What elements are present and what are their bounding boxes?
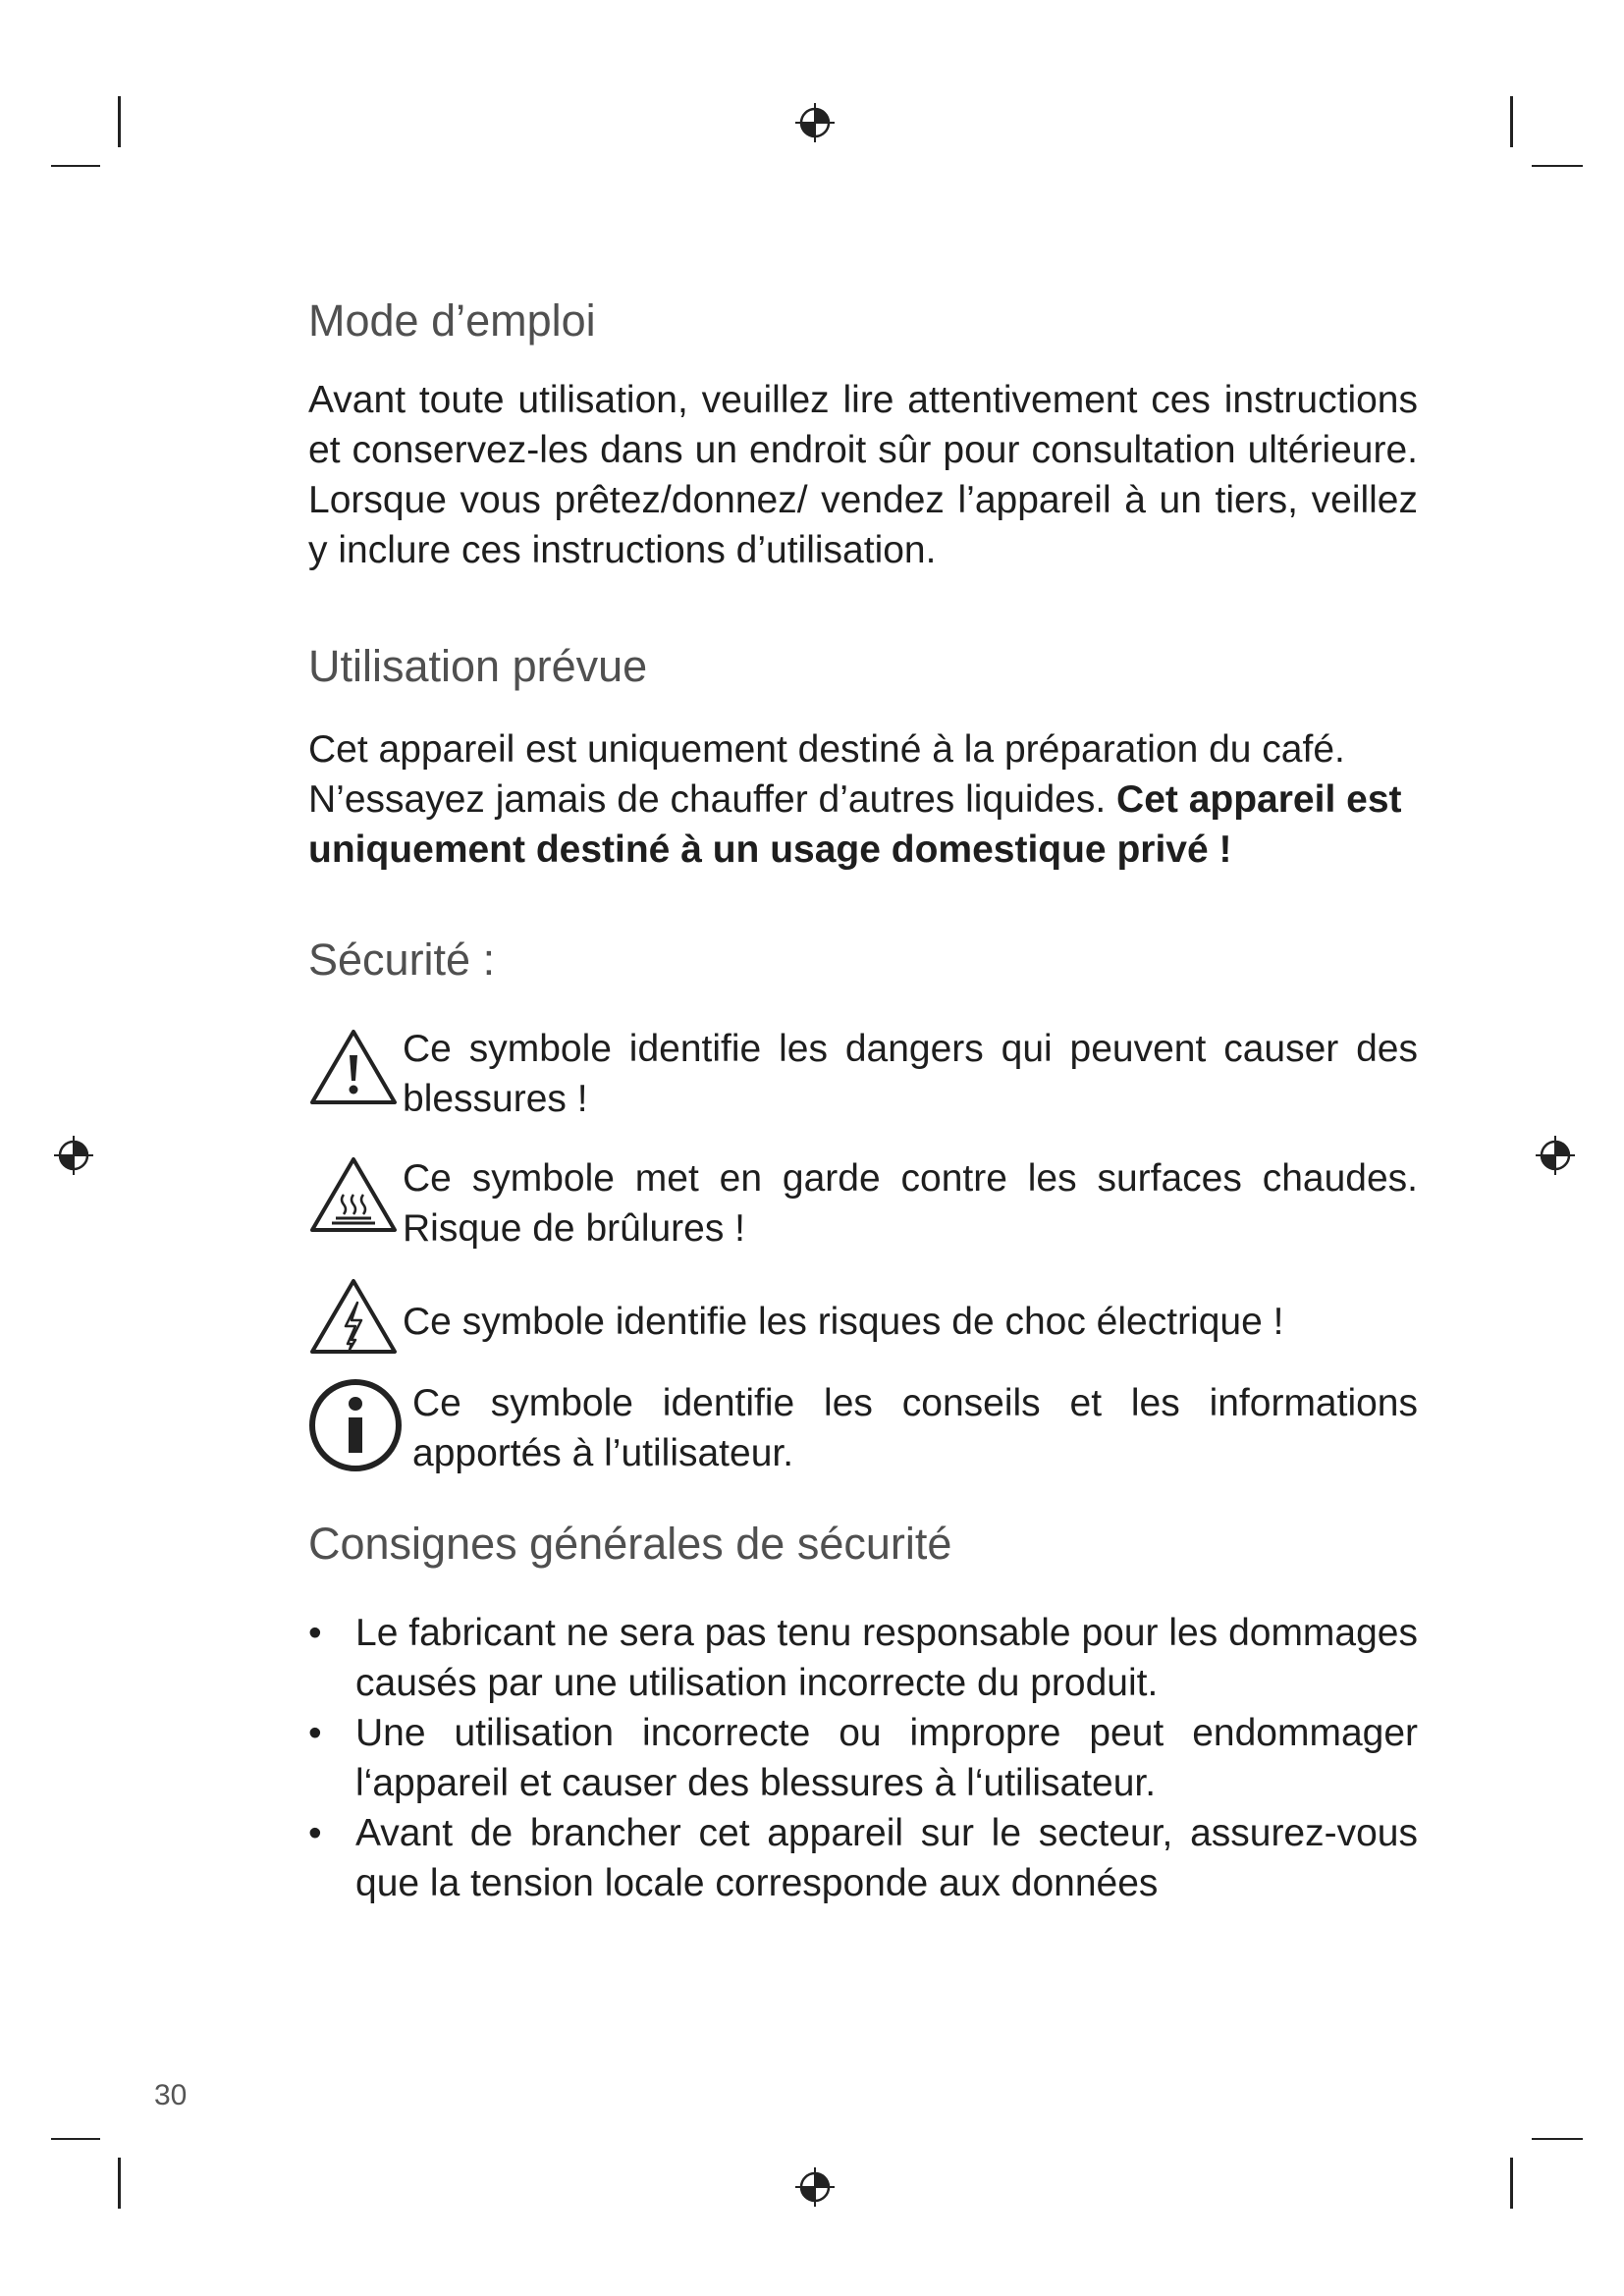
section-utilisation-prevue [308,640,1418,875]
list-item [308,1808,1418,1908]
registration-mark-icon [793,101,837,144]
symbol-description: Ce symbole identifie les dangers qui peuvent causer des blessures ! [403,1028,1418,1120]
safety-bullet-list [308,1608,1418,1908]
list-item-text: Une utilisation incorrecte ou impropre peut endommager l‘appareil et causer des blessures à l‘utilisateur. [355,1712,1418,1804]
section-paragraph: Avant toute utilisation, veuillez lire attentivement ces instructions et conservez-les dans un endroit sûr pour consultation ultérieure. Lorsque vous prêtez/donnez/ vendez l’appareil à un tiers, veillez y inclure ces instructions d’utilisation. [308,379,1418,571]
crop-mark [1510,2158,1513,2209]
section-heading: Consignes générales de sécurité [308,1519,952,1569]
bullet-glyph: • [308,1712,322,1754]
crop-mark [1510,96,1513,147]
bullet-glyph: • [308,1612,322,1654]
crop-mark [51,165,100,167]
section-mode-emploi [308,294,1418,575]
crop-mark [1532,165,1583,167]
bullet-glyph: • [308,1812,322,1854]
symbol-description: Ce symbole met en garde contre les surfaces chaudes. Risque de brûlures ! [403,1157,1418,1250]
electric-shock-icon [308,1277,399,1358]
info-icon [308,1378,406,1476]
crop-mark [51,2138,100,2140]
symbol-row [308,1297,1418,1347]
symbol-row [308,1153,1418,1254]
section-consignes-generales [308,1518,1418,1908]
registration-mark-icon [793,2165,837,2209]
list-item [308,1608,1418,1708]
crop-mark [118,96,121,147]
symbol-description: Ce symbole identifie les risques de choc électrique ! [403,1301,1284,1343]
page-number: 30 [154,2079,188,2111]
registration-mark-icon [52,1134,95,1177]
section-paragraph [308,724,1418,875]
symbol-description: Ce symbole identifie les conseils et les informations apportés à l’utilisateur. [412,1382,1418,1474]
warning-triangle-icon [308,1028,399,1106]
usage-bold-text: Cet appareil est uniquement destiné à un usage domestique privé ! [308,778,1402,871]
section-securite [308,934,1418,1478]
list-item-text: Avant de brancher cet appareil sur le secteur, assurez-vous que la tension locale corresponde aux données [355,1812,1418,1904]
section-heading: Sécurité : [308,934,496,985]
registration-mark-icon [1534,1134,1577,1177]
section-heading: Mode d’emploi [308,295,596,346]
symbol-row [308,1378,1418,1478]
page-content [308,294,1418,1908]
crop-mark [118,2158,121,2209]
crop-mark [1532,2138,1583,2140]
section-heading: Utilisation prévue [308,641,648,691]
list-item [308,1708,1418,1808]
usage-text: Cet appareil est uniquement destiné à la préparation du café. N’essayez jamais de chauffer d’autres liquides. [308,728,1345,821]
hot-surface-icon [308,1155,399,1236]
symbol-row [308,1024,1418,1124]
list-item-text: Le fabricant ne sera pas tenu responsable pour les dommages causés par une utilisation incorrecte du produit. [355,1612,1418,1704]
